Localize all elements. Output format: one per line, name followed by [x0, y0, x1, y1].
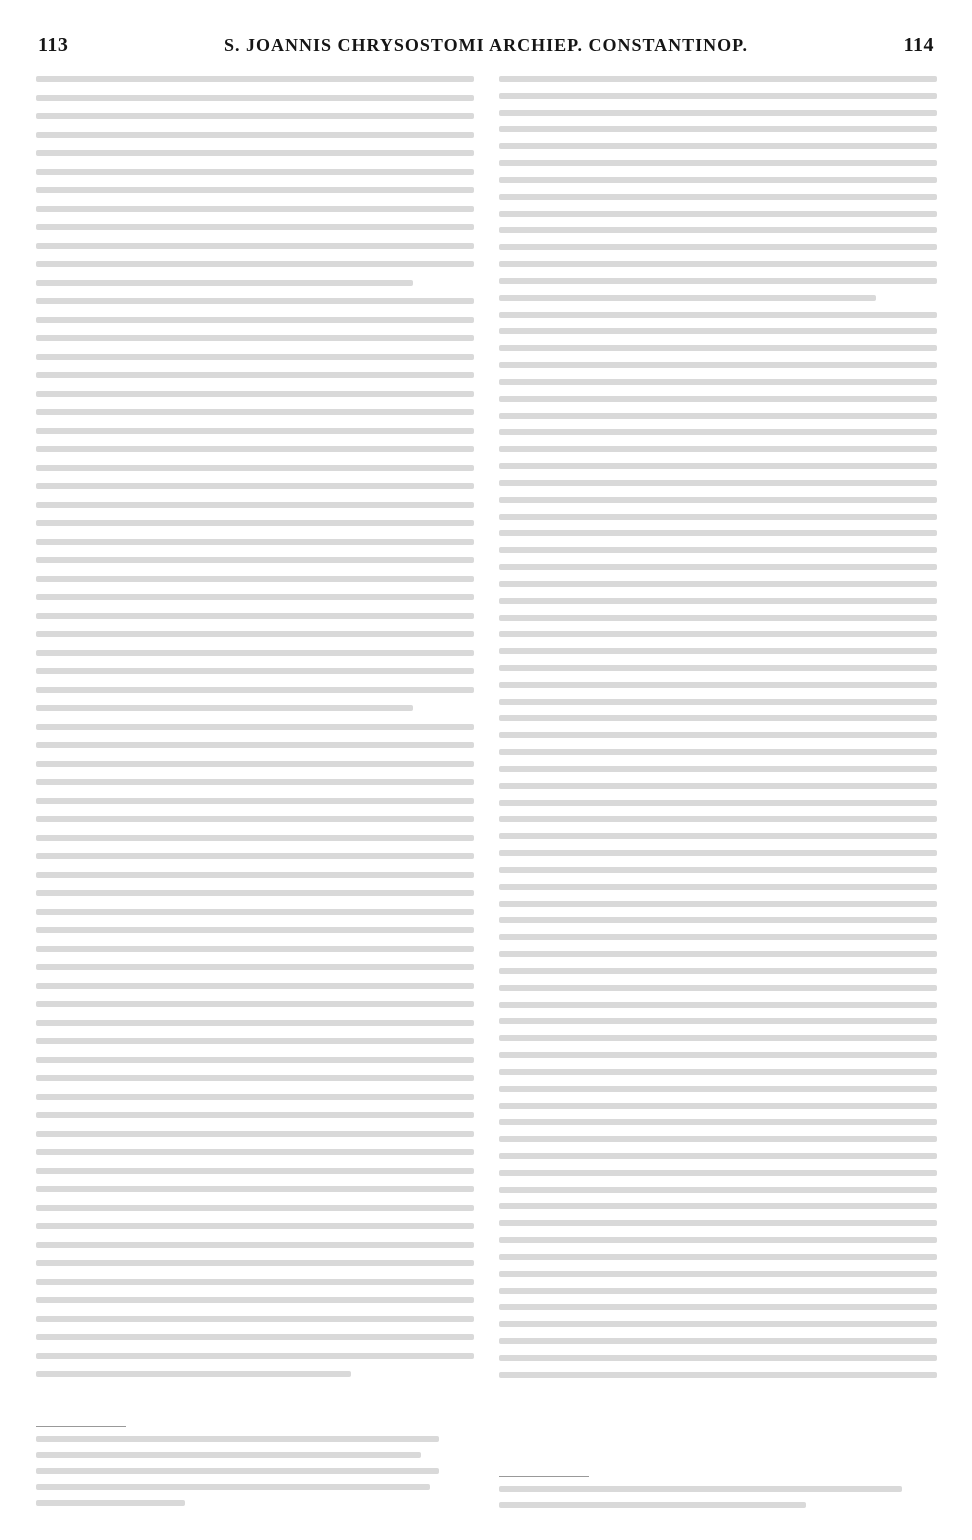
footnote-rule-right: [499, 1476, 589, 1477]
left-column-text: [36, 76, 474, 1378]
page-number-right: 114: [903, 33, 934, 56]
running-header: [38, 34, 934, 56]
right-column-text: [499, 76, 937, 1378]
running-title: S. JOANNIS CHRYSOSTOMI ARCHIEP. CONSTANTINOP.: [224, 34, 748, 55]
left-column: [36, 66, 474, 1378]
footnotes-left: [36, 1432, 474, 1506]
right-column: [499, 66, 937, 1378]
footnotes-right: [499, 1482, 937, 1508]
page-number-left: 113: [38, 33, 69, 56]
footnote-rule-left: [36, 1426, 126, 1427]
